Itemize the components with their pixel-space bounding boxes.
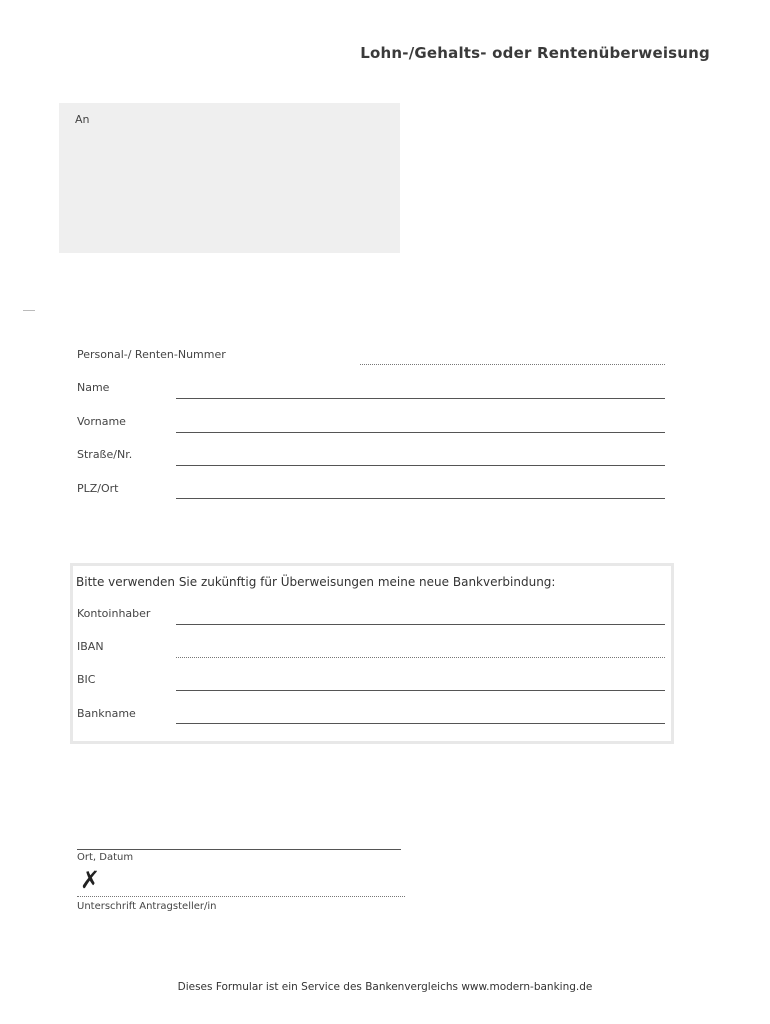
street-field[interactable] bbox=[176, 465, 665, 466]
page-title: Lohn-/Gehalts- oder Rentenüberweisung bbox=[360, 44, 710, 62]
name-field[interactable] bbox=[176, 398, 665, 399]
bic-field[interactable] bbox=[176, 690, 665, 691]
firstname-label: Vorname bbox=[77, 415, 126, 428]
account-holder-field[interactable] bbox=[176, 624, 665, 625]
name-label: Name bbox=[77, 381, 110, 394]
firstname-field[interactable] bbox=[176, 432, 665, 433]
fold-mark bbox=[23, 310, 35, 311]
bic-label: BIC bbox=[77, 673, 96, 686]
personal-number-label: Personal-/ Renten-Nummer bbox=[77, 348, 226, 361]
iban-field[interactable] bbox=[176, 657, 665, 658]
recipient-address-box[interactable] bbox=[59, 103, 400, 253]
iban-label: IBAN bbox=[77, 640, 104, 653]
city-field[interactable] bbox=[176, 498, 665, 499]
place-date-field[interactable] bbox=[77, 849, 401, 850]
signature-field[interactable] bbox=[77, 896, 405, 897]
city-label: PLZ/Ort bbox=[77, 482, 119, 495]
bank-heading: Bitte verwenden Sie zukünftig für Überweisungen meine neue Bankverbindung: bbox=[76, 575, 556, 589]
address-label: An bbox=[75, 113, 90, 126]
street-label: Straße/Nr. bbox=[77, 448, 133, 461]
signature-x-icon: ✗ bbox=[80, 866, 101, 894]
personal-number-field[interactable] bbox=[360, 364, 665, 365]
place-date-label: Ort, Datum bbox=[77, 852, 134, 863]
account-holder-label: Kontoinhaber bbox=[77, 607, 151, 620]
bank-name-label: Bankname bbox=[77, 707, 136, 720]
bank-name-field[interactable] bbox=[176, 723, 665, 724]
signature-label: Unterschrift Antragsteller/in bbox=[77, 901, 217, 912]
bank-details-box bbox=[70, 563, 674, 744]
footer-note: Dieses Formular ist ein Service des Bankenvergleichs www.modern-banking.de bbox=[177, 981, 593, 993]
